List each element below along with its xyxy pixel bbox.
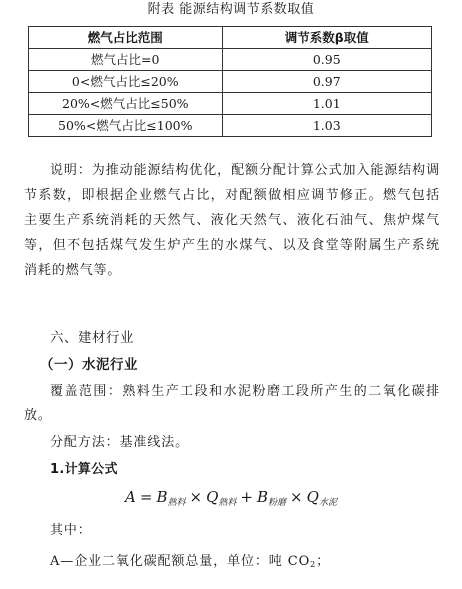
table-cell-range: 0<燃气占比≤20%: [29, 71, 223, 93]
table-row: [29, 49, 432, 71]
formula-b2: B: [257, 488, 269, 506]
formula-times-2: ×: [290, 488, 303, 506]
coverage-paragraph: 覆盖范围：熟料生产工段和水泥粉磨工段所产生的二氧化碳排放。: [24, 384, 440, 423]
formula-b2-sub: 粉磨: [268, 498, 287, 508]
subsection-title: （一）水泥行业: [40, 357, 138, 373]
table-row: [29, 115, 432, 137]
table-row: [29, 93, 432, 115]
section-title: 六、建材行业: [50, 330, 134, 346]
definition-a-end: ；: [316, 554, 331, 569]
definition-a: [50, 551, 330, 576]
formula-plus: +: [240, 488, 253, 506]
formula-q1: Q: [206, 488, 219, 506]
formula-lhs: A: [125, 488, 136, 506]
formula-times-1: ×: [189, 488, 203, 506]
where-label: 其中：: [50, 523, 92, 538]
table-row: [29, 71, 432, 93]
coefficient-table: [28, 26, 432, 137]
header-gas-ratio-range: 燃气占比范围: [29, 27, 223, 49]
table-caption: 附表 能源结构调节系数取值: [147, 2, 315, 17]
table-cell-value: 0.95: [222, 49, 431, 71]
formula-equals: =: [139, 488, 153, 506]
table-cell-range: 燃气占比=0: [29, 49, 223, 71]
formula-q2: Q: [306, 488, 319, 506]
table-header-row: [29, 27, 432, 49]
definition-a-text: A—企业二氧化碳配额总量，单位：吨 CO: [50, 554, 311, 569]
table-cell-value: 0.97: [222, 71, 431, 93]
definition-a-subscript: 2: [310, 560, 317, 569]
table-cell-value: 1.01: [222, 93, 431, 115]
formula-heading: 1.计算公式: [50, 462, 118, 477]
table-cell-range: 50%<燃气占比≤100%: [29, 115, 223, 137]
header-coefficient-value: 调节系数β取值: [222, 27, 431, 49]
table-cell-range: 20%<燃气占比≤50%: [29, 93, 223, 115]
formula-b1: B: [156, 488, 168, 506]
calculation-formula: [0, 485, 462, 515]
table-cell-value: 1.03: [222, 115, 431, 137]
note-paragraph: 说明：为推动能源结构优化，配额分配计算公式加入能源结构调节系数，即根据企业燃气占比，对配额做相应调节修正。燃气包括主要生产系统消耗的天然气、液化天然气、液化石油气、焦炉煤气等，但不包括煤气发生炉产生的水煤气、以及食堂等附属生产系统消耗的燃气等。: [24, 163, 440, 278]
method-paragraph: 分配方法：基准线法。: [50, 435, 190, 450]
formula-q2-sub: 水泥: [318, 498, 337, 508]
formula-q1-sub: 熟料: [218, 498, 237, 508]
formula-b1-sub: 熟料: [167, 498, 186, 508]
